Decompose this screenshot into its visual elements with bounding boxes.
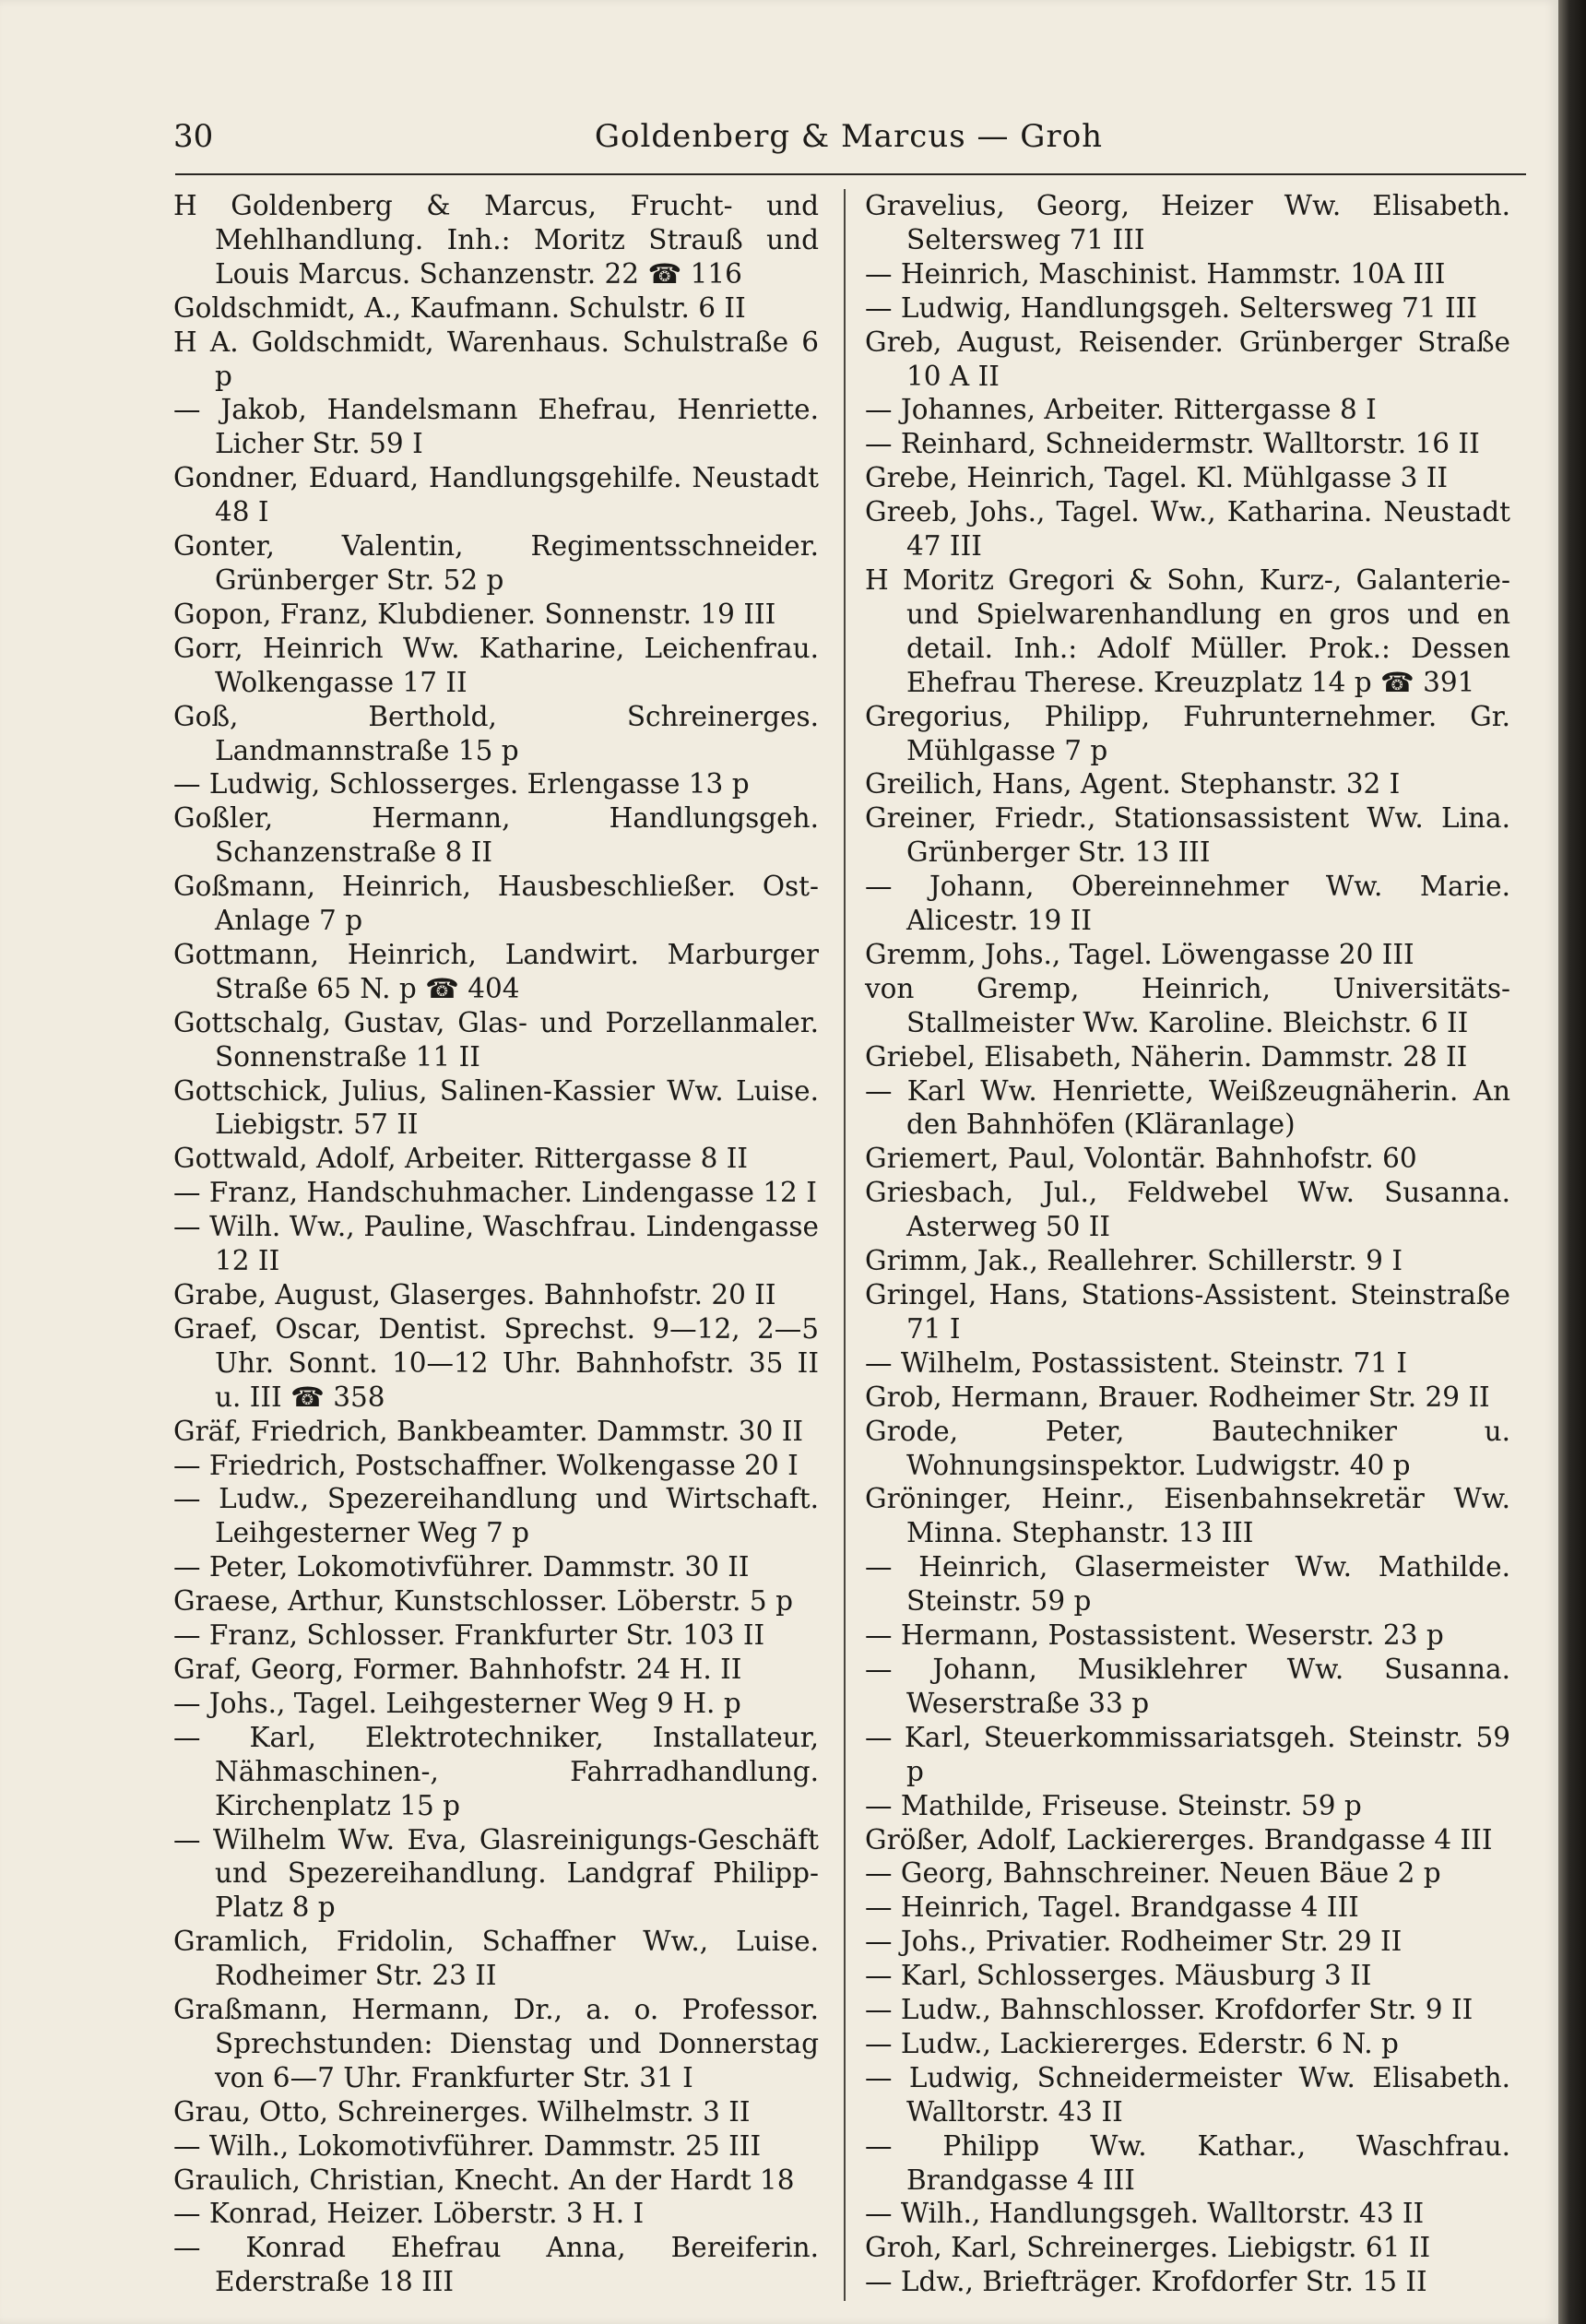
directory-entry: — Philipp Ww. Kathar., Waschfrau. Brandgasse 4 III — [865, 2129, 1510, 2196]
directory-entry: Gottschalg, Gustav, Glas- und Porzellanmaler. Sonnenstraße 11 II — [173, 1006, 819, 1073]
directory-entry: Graf, Georg, Former. Bahnhofstr. 24 H. II — [173, 1653, 742, 1685]
directory-entry: Gravelius, Georg, Heizer Ww. Elisabeth. Seltersweg 71 III — [865, 190, 1510, 255]
directory-entry: Graßmann, Hermann, Dr., a. o. Professor. Sprechstunden: Dienstag und Donnerstag von 6—7 Uhr. Frankfurter Str. 31 I — [173, 1994, 819, 2093]
directory-entry: — Jakob, Handelsmann Ehefrau, Henriette. Licher Str. 59 I — [173, 394, 819, 460]
directory-entry: Graese, Arthur, Kunstschlosser. Löberstr. 5 p — [173, 1585, 793, 1618]
directory-entry: Gottschick, Julius, Salinen-Kassier Ww. Luise. Liebigstr. 57 II — [173, 1074, 819, 1141]
directory-entry: — Karl, Schlosserges. Mäusburg 3 II — [865, 1960, 1372, 1992]
directory-entry: — Ludwig, Schlosserges. Erlengasse 13 p — [173, 768, 750, 800]
directory-entry: Größer, Adolf, Lackiererges. Brandgasse 4 III — [865, 1823, 1493, 1856]
directory-entry: Grebe, Heinrich, Tagel. Kl. Mühlgasse 3 II — [865, 462, 1449, 494]
directory-entry: Greilich, Hans, Agent. Stephanstr. 32 I — [865, 768, 1401, 800]
directory-entry: — Wilhelm, Postassistent. Steinstr. 71 I — [865, 1346, 1408, 1379]
directory-entry: Grode, Peter, Bautechniker u. Wohnungsinspektor. Ludwigstr. 40 p — [865, 1415, 1510, 1481]
directory-entry: Gregorius, Philipp, Fuhrunternehmer. Gr. Mühlgasse 7 p — [865, 700, 1510, 766]
directory-entry: — Wilh. Ww., Pauline, Waschfrau. Lindengasse 12 II — [173, 1211, 819, 1277]
directory-entry: — Georg, Bahnschreiner. Neuen Bäue 2 p — [865, 1857, 1441, 1890]
directory-entry: — Franz, Schlosser. Frankfurter Str. 103 II — [173, 1619, 765, 1652]
page-number: 30 — [173, 118, 214, 155]
directory-entry: Gondner, Eduard, Handlungsgehilfe. Neustadt 48 I — [173, 462, 819, 528]
directory-entry: Gottmann, Heinrich, Landwirt. Marburger Straße 65 N. p ☎ 404 — [173, 938, 819, 1004]
directory-entry: Griemert, Paul, Volontär. Bahnhofstr. 60 — [865, 1143, 1417, 1175]
directory-entry: — Johs., Privatier. Rodheimer Str. 29 II — [865, 1926, 1403, 1958]
directory-entry: — Karl, Elektrotechniker, Installateur, Nähmaschinen-, Fahrradhandlung. Kirchenplatz 15 p — [173, 1721, 819, 1821]
header-rule — [175, 173, 1526, 175]
directory-entry: — Mathilde, Friseuse. Steinstr. 59 p — [865, 1789, 1362, 1821]
directory-entry: Grimm, Jak., Reallehrer. Schillerstr. 9 I — [865, 1245, 1403, 1277]
directory-entry: — Johannes, Arbeiter. Rittergasse 8 I — [865, 394, 1377, 426]
right-column — [865, 189, 1510, 2299]
directory-entry: H Moritz Gregori & Sohn, Kurz-, Galanterie- und Spielwarenhandlung en gros und en detail. Inh.: Adolf Müller. Prok.: Dessen Ehefrau Therese. Kreuzplatz 14 p ☎ 391 — [865, 563, 1510, 698]
directory-entry: — Ludw., Spezereihandlung und Wirtschaft. Leihgesterner Weg 7 p — [173, 1483, 819, 1549]
directory-entry: Gonter, Valentin, Regimentsschneider. Grünberger Str. 52 p — [173, 530, 819, 596]
directory-entry: — Ludwig, Schneidermeister Ww. Elisabeth. Walltorstr. 43 II — [865, 2061, 1510, 2128]
directory-entry: — Wilhelm Ww. Eva, Glasreinigungs-Geschäft und Spezereihandlung. Landgraf Philipp-Platz 8 p — [173, 1823, 819, 1924]
directory-entry: Greeb, Johs., Tagel. Ww., Katharina. Neustadt 47 III — [865, 496, 1510, 563]
directory-entry: Goldschmidt, A., Kaufmann. Schulstr. 6 II — [173, 291, 746, 324]
directory-entry: Grabe, August, Glaserges. Bahnhofstr. 20 II — [173, 1279, 776, 1310]
directory-entry: Graulich, Christian, Knecht. An der Hardt 18 — [173, 2164, 795, 2196]
directory-entry: Gringel, Hans, Stations-Assistent. Steinstraße 71 I — [865, 1279, 1510, 1345]
directory-entry: Graef, Oscar, Dentist. Sprechst. 9—12, 2—5 Uhr. Sonnt. 10—12 Uhr. Bahnhofstr. 35 II u. III ☎ 358 — [173, 1312, 819, 1413]
directory-entry: — Heinrich, Maschinist. Hammstr. 10A III — [865, 257, 1446, 290]
directory-entry: — Heinrich, Tagel. Brandgasse 4 III — [865, 1891, 1359, 1924]
directory-entry: Groh, Karl, Schreinerges. Liebigstr. 61 II — [865, 2232, 1431, 2264]
directory-entry: Gramlich, Fridolin, Schaffner Ww., Luise. Rodheimer Str. 23 II — [173, 1926, 819, 1992]
directory-entry: — Reinhard, Schneidermstr. Walltorstr. 16 II — [865, 428, 1480, 460]
page-edge — [1558, 0, 1586, 2324]
directory-entry: — Ludw., Lackiererges. Ederstr. 6 N. p — [865, 2027, 1399, 2059]
directory-entry: — Hermann, Postassistent. Weserstr. 23 p — [865, 1619, 1444, 1652]
directory-entry: Greiner, Friedr., Stationsassistent Ww. Lina. Grünberger Str. 13 III — [865, 802, 1510, 869]
column-divider — [844, 189, 846, 2301]
directory-entry: — Ludw., Bahnschlosser. Krofdorfer Str. 9 II — [865, 1994, 1474, 2026]
directory-entry: — Johann, Musiklehrer Ww. Susanna. Weserstraße 33 p — [865, 1653, 1510, 1719]
directory-entry: Goß, Berthold, Schreinerges. Landmannstraße 15 p — [173, 700, 819, 766]
directory-entry: — Johann, Obereinnehmer Ww. Marie. Alicestr. 19 II — [865, 871, 1510, 937]
directory-entry: — Konrad Ehefrau Anna, Bereiferin. Ederstraße 18 III — [173, 2232, 819, 2298]
directory-entry: Greb, August, Reisender. Grünberger Straße 10 A II — [865, 326, 1510, 392]
left-column — [173, 189, 819, 2299]
directory-entry: Griesbach, Jul., Feldwebel Ww. Susanna. Asterweg 50 II — [865, 1177, 1510, 1243]
directory-entry: Gremm, Johs., Tagel. Löwengasse 20 III — [865, 938, 1414, 970]
directory-entry: — Karl, Steuerkommissariatsgeh. Steinstr. 59 p — [865, 1721, 1510, 1787]
directory-entry: — Konrad, Heizer. Löberstr. 3 H. I — [173, 2198, 645, 2230]
directory-entry: Gopon, Franz, Klubdiener. Sonnenstr. 19 III — [173, 598, 776, 630]
directory-entry: Grau, Otto, Schreinerges. Wilhelmstr. 3 II — [173, 2095, 751, 2128]
directory-entry: Goßmann, Heinrich, Hausbeschließer. Ost-Anlage 7 p — [173, 871, 819, 937]
directory-entry: Griebel, Elisabeth, Näherin. Dammstr. 28 II — [865, 1040, 1468, 1073]
directory-entry: — Karl Ww. Henriette, Weißzeugnäherin. An den Bahnhöfen (Kläranlage) — [865, 1074, 1510, 1141]
directory-entry: — Heinrich, Glasermeister Ww. Mathilde. Steinstr. 59 p — [865, 1551, 1510, 1618]
directory-entry: — Wilh., Handlungsgeh. Walltorstr. 43 II — [865, 2198, 1425, 2230]
directory-entry: Goßler, Hermann, Handlungsgeh. Schanzenstraße 8 II — [173, 802, 819, 869]
directory-entry: Grob, Hermann, Brauer. Rodheimer Str. 29 II — [865, 1381, 1490, 1413]
directory-entry: — Peter, Lokomotivführer. Dammstr. 30 II — [173, 1551, 750, 1583]
directory-entry: Gröninger, Heinr., Eisenbahnsekretär Ww. Minna. Stephanstr. 13 III — [865, 1483, 1510, 1549]
page-header — [173, 118, 1524, 164]
directory-entry: Gorr, Heinrich Ww. Katharine, Leichenfrau. Wolkengasse 17 II — [173, 632, 819, 698]
running-title: Goldenberg & Marcus — Groh — [594, 118, 1104, 155]
directory-entry: — Johs., Tagel. Leihgesterner Weg 9 H. p — [173, 1687, 741, 1719]
directory-entry: — Friedrich, Postschaffner. Wolkengasse 20 I — [173, 1449, 799, 1481]
directory-entry: H A. Goldschmidt, Warenhaus. Schulstraße 6 p — [173, 326, 819, 392]
directory-entry: Gräf, Friedrich, Bankbeamter. Dammstr. 30 II — [173, 1415, 804, 1447]
directory-entry: von Gremp, Heinrich, Universitäts-Stallmeister Ww. Karoline. Bleichstr. 6 II — [865, 972, 1510, 1038]
directory-entry: — Franz, Handschuhmacher. Lindengasse 12 I — [173, 1177, 817, 1209]
directory-entry: — Wilh., Lokomotivführer. Dammstr. 25 III — [173, 2129, 762, 2162]
directory-entry: — Ldw., Briefträger. Krofdorfer Str. 15 II — [865, 2266, 1427, 2298]
directory-entry: Gottwald, Adolf, Arbeiter. Rittergasse 8 II — [173, 1143, 749, 1175]
directory-entry: H Goldenberg & Marcus, Frucht- und Mehlhandlung. Inh.: Moritz Strauß und Louis Marcus. Schanzenstr. 22 ☎ 116 — [173, 190, 819, 290]
directory-entry: — Ludwig, Handlungsgeh. Seltersweg 71 III — [865, 291, 1477, 324]
